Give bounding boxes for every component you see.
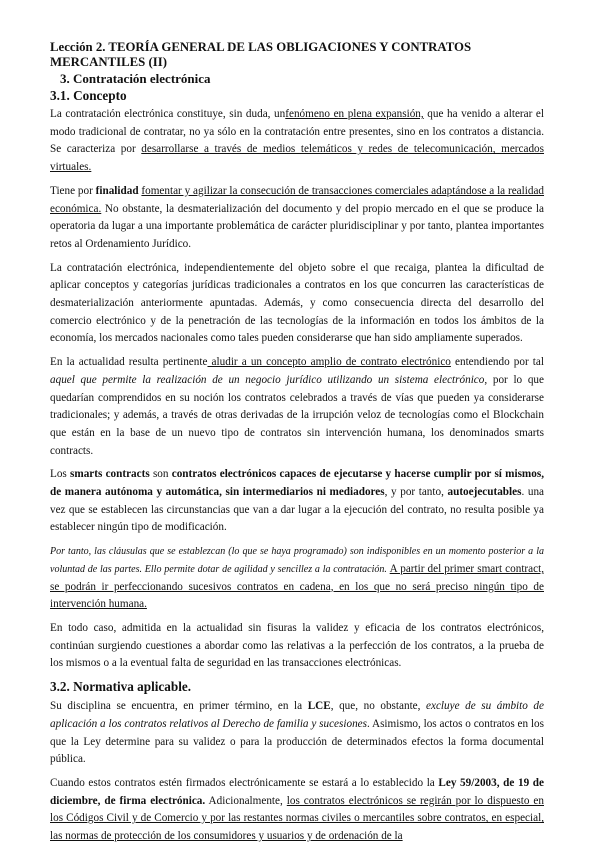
document-body (50, 40, 544, 852)
paragraph-6: Por tanto, las cláusulas que se establezcan (lo que se haya programado) son indisponibles en un momento posterior a la voluntad de las partes. Ello permite dotar de agilidad y sencillez a la contratación. A partir del primer smart contract, se podrán ir perfeccionando sucesivos contratos en cadena, en los que no será preciso ningún tipo de intervención humana. (50, 546, 544, 611)
section-heading: 3. Contratación electrónica (60, 71, 211, 86)
paragraph-5: Los smarts contracts son contratos electrónicos capaces de ejecutarse y hacerse cumplir por sí mismos, de manera autónoma y automática, sin intermediarios ni mediadores, y por tanto, autoejecutables. una vez que se establecen las circunstancias que van a dar lugar a la ejecución del contrato, no resulta posible ya establecer ningún tipo de modificación. (50, 468, 544, 534)
paragraph-2: Tiene por finalidad fomentar y agilizar la consecución de transacciones comerciales adaptándose a la realidad económica. No obstante, la desmaterialización del documento y del propio mercado en el que se produce la operatoria da lugar a una importante problemática de carácter pluridisciplinar y por tanto, plantea importantes retos al Ordenamiento Jurídico. (50, 184, 545, 250)
paragraph-1: La contratación electrónica constituye, sin duda, unfenómeno en plena expansión, que ha venido a alterar el modo tradicional de contratar, no ya sólo en la contratación entre presentes, sino en los contratos a distancia. Se caracteriza por desarrollarse a través de medios telemáticos y redes de telecomunicación, mercados virtuales. (50, 108, 545, 174)
subsection-heading-concepto: 3.1. Concepto (50, 88, 127, 103)
paragraph-9: Cuando estos contratos estén firmados electrónicamente se estará a lo establecido la Ley 59/2003, de 19 de diciembre, de firma electrónica. Adicionalmente, los contratos electrónicos se regirán por lo dispuesto en los Códigos Civil y de Comercio y por las restantes normas civiles o mercantiles sobre contratos, en especial, las normas de protección de los consumidores y usuarios y de ordenación de la (50, 776, 544, 843)
paragraph-3: La contratación electrónica, independientemente del objeto sobre el que recaiga, plantea la dificultad de aplicar conceptos y categorías jurídicas tradicionales a contratos en los que concurren las características de desmaterialización anteriormente apuntadas. Además, y como consecuencia directa del desarrollo del comercio electrónico y de la penetración de las tecnologías de la información en todos los ámbitos de la economía, los mercados nacionales como tales pueden considerarse que han sido ampliamente superados. (50, 261, 544, 345)
paragraph-8: Su disciplina se encuentra, en primer término, en la LCE, que, no obstante, excluye de su ámbito de aplicación a los contratos relativos al Derecho de familia y sucesiones. Asimismo, los actos o contratos en los que la Ley determine para su validez o para la producción de determinados efectos la forma documental pública. (50, 700, 544, 766)
paragraph-7: En todo caso, admitida en la actualidad sin fisuras la validez y eficacia de los contratos electrónicos, continúan surgiendo cuestiones a abordar como las relativas a la perfección de los contratos, a la prueba de los mismos o a la eventual falta de seguridad en las transacciones electrónicas. (50, 621, 544, 670)
paragraph-4: En la actualidad resulta pertinente aludir a un concepto amplio de contrato electrónico entendiendo por tal aquel que permite la realización de un negocio jurídico utilizando un sistema electrónico, por lo que quedarían comprendidos en su noción los contratos celebrados a través de vías que pueden ya considerarse tradicionales; y además, a través de otras derivadas de la irrupción veloz de tecnologías como el Blockchain que están en la base de un nuevo tipo de contratos sin intervención humana, los denominados smarts contracts. (50, 356, 544, 457)
subsection-heading-normativa: 3.2. Normativa aplicable. (50, 679, 192, 695)
lesson-title: Lección 2. TEORÍA GENERAL DE LAS OBLIGACIONES Y CONTRATOS MERCANTILES (II) (50, 40, 472, 69)
